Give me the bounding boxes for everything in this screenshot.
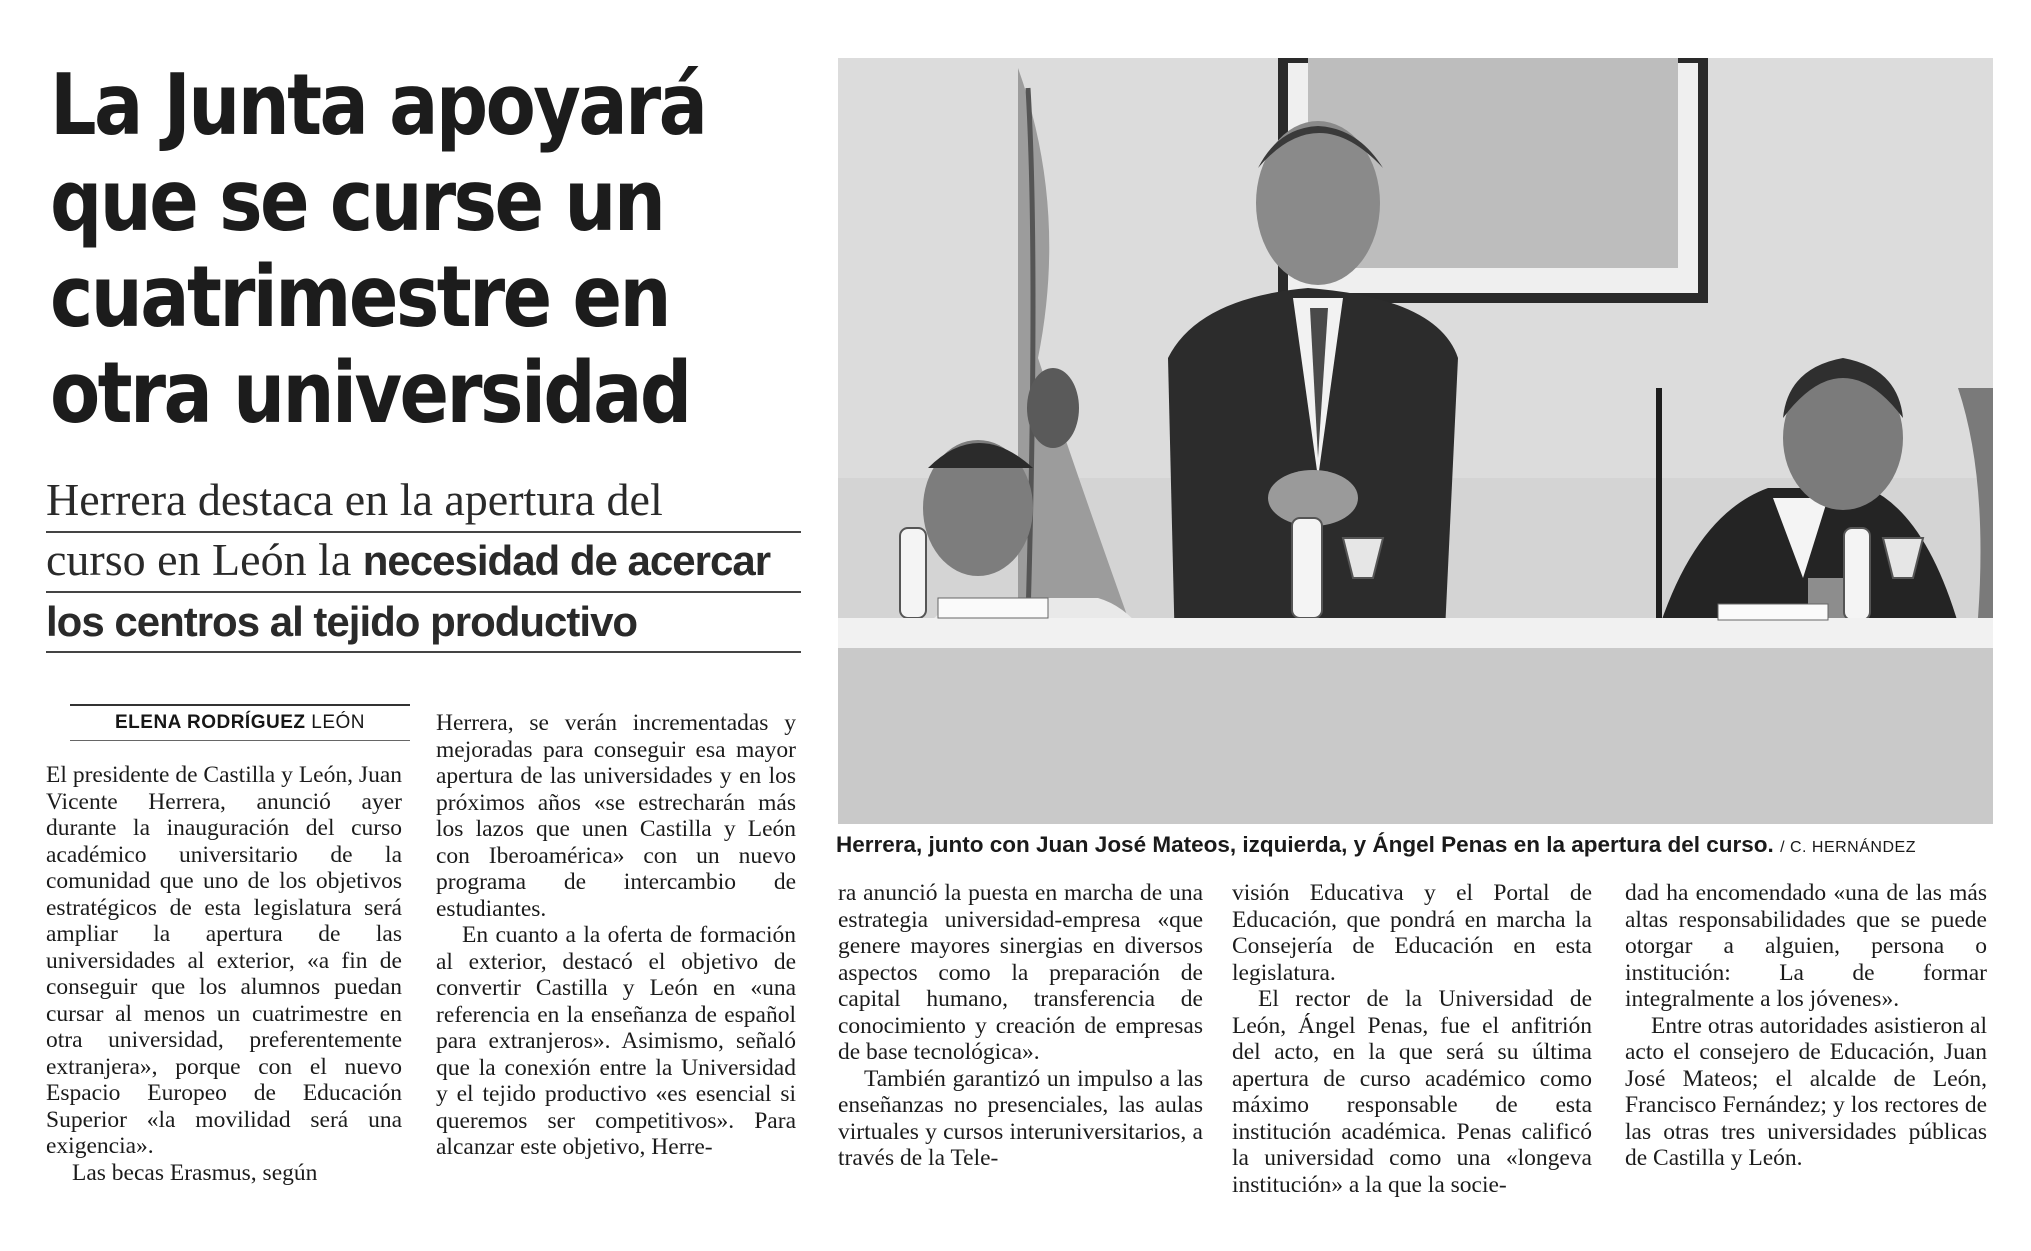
subhead-divider bbox=[46, 591, 801, 593]
byline bbox=[70, 704, 410, 741]
photo-caption bbox=[836, 830, 1996, 863]
subhead-plain: curso en León la bbox=[46, 534, 363, 585]
article-column-1 bbox=[46, 762, 402, 1186]
paragraph: El presidente de Castilla y León, Juan Vicente Herrera, anunció ayer durante la inauguración del curso académico universitario de la comunidad que uno de los objetivos estratégicos de esta legislatura será ampliar la apertura de las universidades al exterior, «a fin de conseguir que los alumnos puedan cursar al menos un cuatrimestre en otra universidad, preferentemente extranjera», porque con el nuevo Espacio Europeo de Educación Superior «la movilidad será una exigencia». bbox=[46, 762, 402, 1159]
paragraph: Entre otras autoridades asistieron al acto el consejero de Educación, Juan José Mateos; el alcalde de León, Francisco Fernández; y los rectores de las otras tres universidades públicas de Castilla y León. bbox=[1625, 1012, 1987, 1171]
paragraph: El rector de la Universidad de León, Ángel Penas, fue el anfitrión del acto, en la que será su última apertura de curso académico como máximo responsable de esta institución académica. Penas calificó la universidad como una «longeva institución» a la que la socie- bbox=[1232, 986, 1592, 1198]
paragraph: dad ha encomendado «una de las más altas responsabilidades que se puede otorgar a alguien, persona o institución: La de formar integralmente a los jóvenes». bbox=[1625, 880, 1987, 1012]
dateline-place: LEÓN bbox=[311, 712, 365, 733]
subhead-divider bbox=[46, 651, 801, 653]
subhead-line bbox=[46, 530, 801, 591]
subhead-line: Herrera destaca en la apertura del bbox=[46, 474, 663, 525]
headline-line: otra universidad bbox=[50, 344, 690, 443]
paragraph: Herrera, se verán incrementadas y mejoradas para conseguir esa mayor apertura de las universidades y en los próximos años «se estrecharán más los lazos que unen Castilla y León con Iberoamérica» con un nuevo programa de intercambio de estudiantes. bbox=[436, 710, 796, 922]
article-column-5 bbox=[1625, 880, 1987, 1172]
headline-line: La Junta apoyará bbox=[50, 56, 706, 155]
subhead-line bbox=[46, 591, 801, 652]
photo-credit: / C. HERNÁNDEZ bbox=[1780, 839, 1916, 856]
paragraph: ra anunció la puesta en marcha de una estrategia universidad-empresa «que genere mayores sinergias en diversos aspectos como la preparación de capital humano, transferencia de conocimiento y creación de empresas de base tecnológica». bbox=[838, 880, 1203, 1065]
subhead-bold: los centros al tejido productivo bbox=[46, 598, 638, 645]
subhead-bold: necesidad de acercar bbox=[362, 537, 771, 584]
subheadline bbox=[46, 470, 801, 652]
caption-text: Herrera, junto con Juan José Mateos, izquierda, y Ángel Penas en la apertura del curso. bbox=[836, 832, 1774, 857]
article-column-2 bbox=[436, 710, 796, 1161]
photo-illustration bbox=[838, 58, 1993, 824]
headline bbox=[50, 56, 706, 443]
subhead-divider bbox=[46, 531, 801, 533]
article-column-4 bbox=[1232, 880, 1592, 1198]
press-photo bbox=[838, 58, 1993, 824]
headline-line: que se curse un bbox=[50, 152, 664, 251]
paragraph: También garantizó un impulso a las enseñanzas no presenciales, las aulas virtuales y cursos interuniversitarios, a través de la Tele- bbox=[838, 1065, 1203, 1171]
article-column-3 bbox=[838, 880, 1203, 1172]
headline-line: cuatrimestre en bbox=[50, 248, 669, 347]
paragraph: Las becas Erasmus, según bbox=[72, 1159, 318, 1186]
author-name: ELENA RODRÍGUEZ bbox=[115, 712, 306, 733]
paragraph: En cuanto a la oferta de formación al exterior, destacó el objetivo de convertir Castilla y León en «una referencia en la enseñanza de español para extranjeros». Asimismo, señaló que la conexión entre la Universidad y el tejido productivo «es esencial si queremos ser competitivos». Para alcanzar este objetivo, Herre- bbox=[436, 922, 796, 1160]
paragraph: visión Educativa y el Portal de Educación, que pondrá en marcha la Consejería de Educación en esta legislatura. bbox=[1232, 880, 1592, 986]
